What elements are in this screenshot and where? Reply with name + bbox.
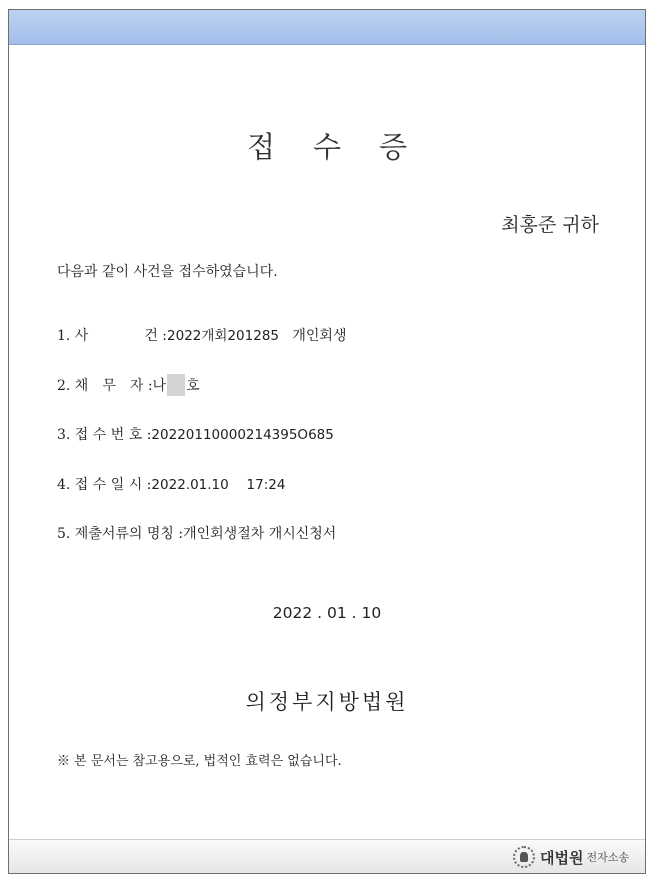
item-value: 개인회생절차 개시신청서 [183, 526, 337, 542]
footer-bar [9, 839, 645, 873]
supreme-court-logo [513, 846, 629, 868]
item-label: 5. 제출서류의 명칭 : [57, 526, 184, 542]
item-value: 20220110000214395O685 [151, 427, 334, 443]
recipient: 최홍준 귀하 [501, 214, 599, 236]
supreme-court-emblem-icon [513, 846, 535, 868]
item-extra: 개인회생 [292, 328, 347, 344]
document-title: 접수증 [246, 130, 446, 164]
logo-sub-text: 전자소송 [586, 851, 629, 864]
court-name: 의정부지방법원 [245, 690, 409, 714]
notice-text: ※ 본 문서는 참고용으로, 법적인 효력은 없습니다. [57, 754, 342, 769]
document-frame [8, 9, 646, 874]
item-label: 3. 접 수 번 호 : [57, 427, 152, 443]
issue-date: 2022 . 01 . 10 [272, 604, 382, 622]
item-label: 2. 채 무 자 : [57, 378, 153, 394]
item-label: 1. 사 건 : [57, 328, 168, 344]
header-bar [9, 10, 645, 45]
item-label: 4. 접 수 일 시 : [57, 477, 152, 493]
item-case [57, 324, 346, 345]
item-value: 2022개회201285 [167, 328, 280, 344]
item-debtor [57, 374, 200, 396]
item-receipt-datetime [57, 474, 285, 494]
redaction-box [167, 374, 185, 396]
debtor-name-first: 나 [152, 378, 167, 394]
item-document-name [57, 523, 336, 543]
logo-main-text: 대법원 [540, 848, 584, 867]
item-value: 2022.01.10 [151, 477, 229, 493]
item-extra: 17:24 [246, 477, 286, 493]
item-receipt-number [57, 424, 334, 444]
debtor-name-last: 호 [186, 378, 200, 394]
intro-text: 다음과 같이 사건을 접수하였습니다. [57, 264, 278, 280]
